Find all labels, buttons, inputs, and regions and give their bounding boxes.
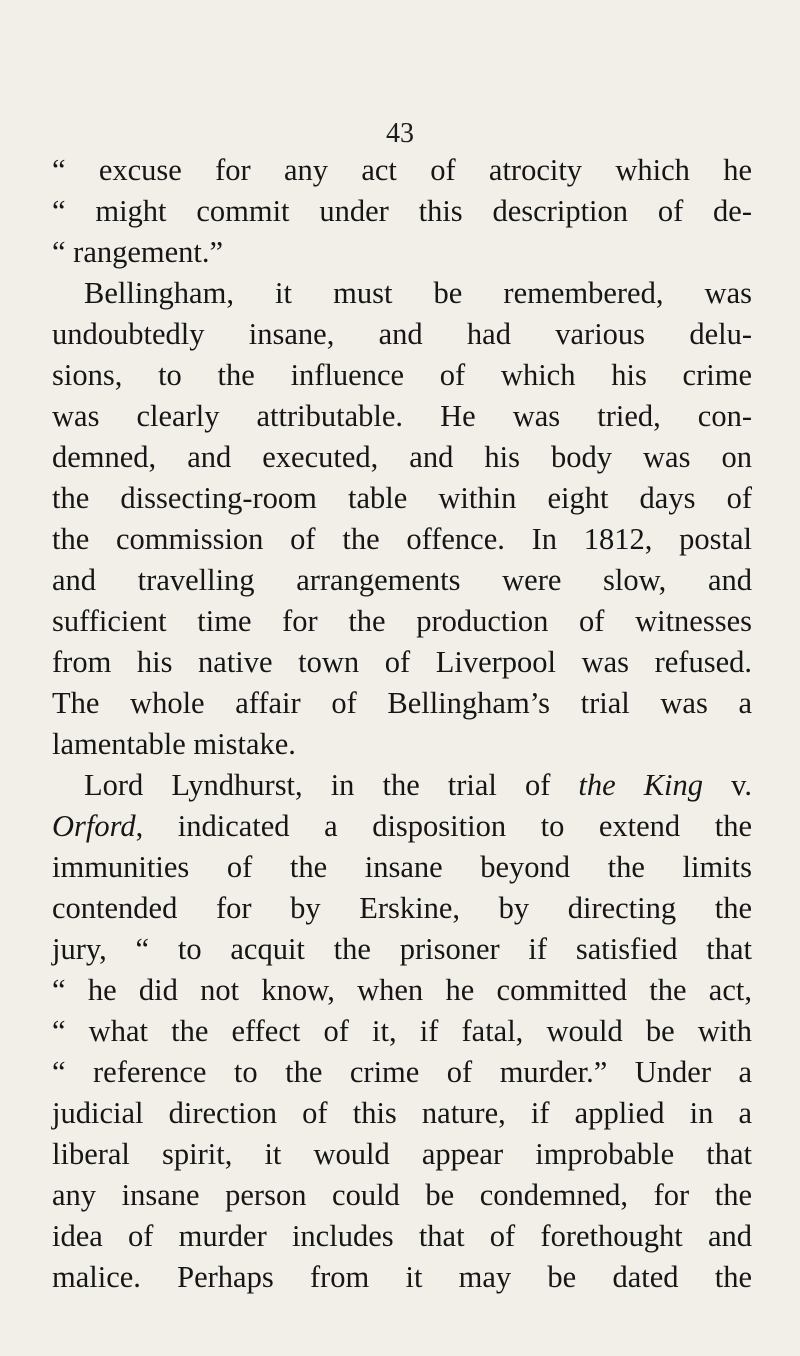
text-line: idea of murder includes that of forethought and [52,1219,752,1253]
text-line: lamentable mistake. [52,727,296,761]
text-line: contended for by Erskine, by directing the [52,891,752,925]
text-line: “ might commit under this description of de- [52,194,752,228]
text-line: any insane person could be condemned, for the [52,1178,752,1212]
text-line: “ excuse for any act of atrocity which he [52,153,752,187]
text-line: The whole affair of Bellingham’s trial was a [52,686,752,720]
text-line: “ rangement.” [52,235,224,269]
text-line: immunities of the insane beyond the limits [52,850,752,884]
text-line: the dissecting-room table within eight days of [52,481,752,515]
text-line: malice. Perhaps from it may be dated the [52,1260,752,1294]
text-line: Orford, indicated a disposition to extend the [52,809,752,843]
text-line: “ reference to the crime of murder.” Under a [52,1055,752,1089]
text-line: and travelling arrangements were slow, and [52,563,752,597]
text-line: liberal spirit, it would appear improbable that [52,1137,752,1171]
text-line: “ he did not know, when he committed the act, [52,973,752,1007]
text-line: undoubtedly insane, and had various delu- [52,317,752,351]
text-line: from his native town of Liverpool was refused. [52,645,752,679]
text-line: jury, “ to acquit the prisoner if satisfied that [52,932,752,966]
paragraph-start: Lord Lyndhurst, in the trial of the King v. [84,768,752,802]
text-line: the commission of the offence. In 1812, postal [52,522,752,556]
paragraph-start: Bellingham, it must be remembered, was [84,276,752,310]
text-line: sufficient time for the production of witnesses [52,604,752,638]
body-text [52,150,752,1298]
text-line: “ what the effect of it, if fatal, would be with [52,1014,752,1048]
page-number: 43 [386,118,414,149]
text-line: was clearly attributable. He was tried, con- [52,399,752,433]
case-name-italic: Orford [52,809,136,843]
case-name-italic: the King [578,768,704,802]
text-line: sions, to the influence of which his crime [52,358,752,392]
text-line: demned, and executed, and his body was on [52,440,752,474]
text-line: judicial direction of this nature, if applied in a [52,1096,752,1130]
